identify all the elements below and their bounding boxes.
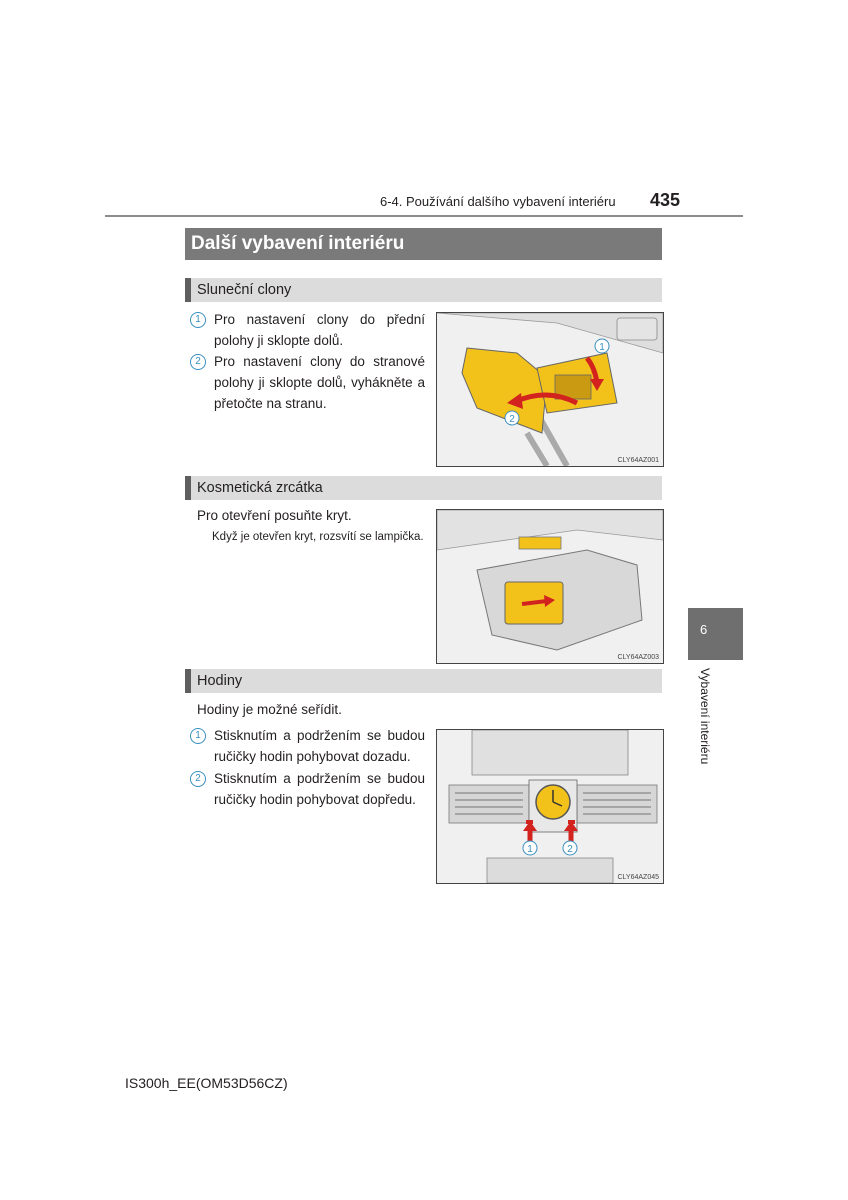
lamp-highlight — [519, 537, 561, 549]
callout-2-label: 2 — [509, 414, 515, 425]
sun-visor-illustration — [437, 313, 663, 466]
step-number-1: 1 — [190, 728, 206, 744]
chapter-tab-label: Vybavení interiéru — [698, 668, 712, 765]
figure-code: CLY64AZ003 — [617, 654, 659, 661]
step-text: Pro nastavení clony do stranové polohy ji sklopte dolů, vyhákněte a přetočte na stranu. — [214, 354, 425, 411]
vanity-mirror-figure — [436, 509, 664, 664]
clock-intro: Hodiny je možné seřídit. — [197, 702, 342, 717]
clock-step-2 — [190, 768, 425, 810]
vanity-mirror-note: Když je otevřen kryt, rozsvítí se lampička. — [212, 531, 424, 543]
callout-2-label: 2 — [567, 844, 573, 855]
step-number-1: 1 — [190, 312, 206, 328]
clock-figure — [436, 729, 664, 884]
header-divider — [105, 215, 743, 217]
vanity-mirror-instruction: Pro otevření posuňte kryt. — [197, 508, 352, 523]
sun-visor-figure — [436, 312, 664, 467]
clock-illustration — [437, 730, 663, 883]
step-text: Stisknutím a podržením se budou ručičky hodin pohybovat dopředu. — [214, 771, 425, 807]
step-text: Stisknutím a podržením se budou ručičky hodin pohybovat dozadu. — [214, 728, 425, 764]
callout-1-label: 1 — [599, 342, 605, 353]
clock-step-1 — [190, 725, 425, 767]
callout-1-label: 1 — [527, 844, 533, 855]
sun-visor-step-1 — [190, 309, 425, 351]
chapter-header: 6-4. Používání dalšího vybavení interiéru — [380, 194, 616, 209]
page-number: 435 — [650, 190, 681, 210]
chapter-tab[interactable]: 6 — [688, 608, 743, 660]
section-title: Další vybavení interiéru — [185, 228, 662, 260]
step-text: Pro nastavení clony do přední polohy ji sklopte dolů. — [214, 312, 425, 348]
step-number-2: 2 — [190, 354, 206, 370]
step-number-2: 2 — [190, 771, 206, 787]
vanity-mirrors-heading: Kosmetická zrcátka — [185, 476, 662, 500]
figure-code: CLY64AZ045 — [617, 874, 659, 881]
footer-model-code: IS300h_EE(OM53D56CZ) — [125, 1075, 288, 1091]
sun-visor-step-2 — [190, 351, 425, 414]
sun-visors-heading: Sluneční clony — [185, 278, 662, 302]
figure-code: CLY64AZ001 — [617, 457, 659, 464]
clock-heading: Hodiny — [185, 669, 662, 693]
vanity-mirror-illustration — [437, 510, 663, 663]
